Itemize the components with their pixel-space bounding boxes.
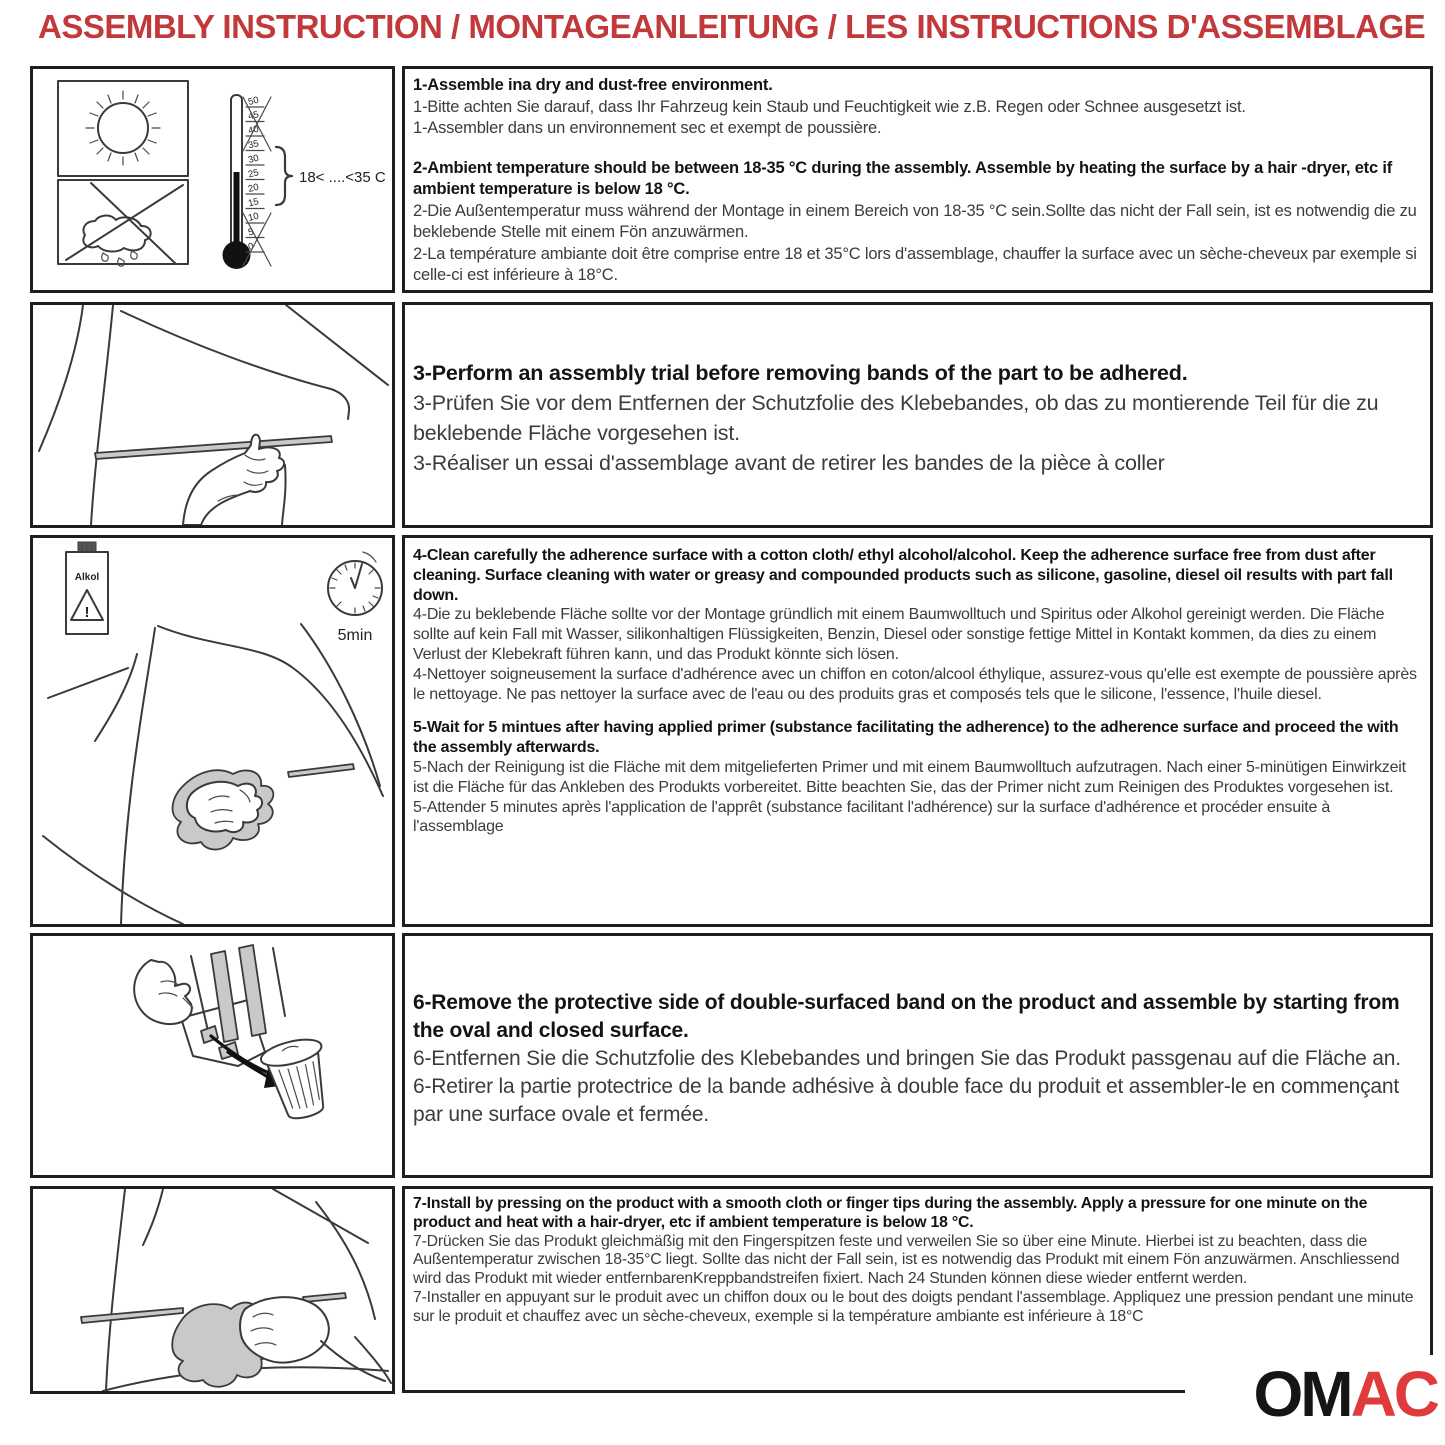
warning-triangle-icon <box>71 590 103 621</box>
scale-label: 35 <box>247 138 260 152</box>
trim-strip <box>95 436 332 459</box>
clean-drawing <box>33 538 392 924</box>
instruction-paragraph: 1-Assembler dans un environnement sec et exempt de poussière. <box>413 119 882 137</box>
svg-text:!: ! <box>84 604 90 621</box>
instruction-paragraph: 4-Clean carefully the adherence surface with a cotton cloth/ ethyl alcohol/alcohol. Keep the adherence surface free from dust after cleaning. Surface cleaning with water or greasy and compounded products such as silicone, gasoline, diesel oil results with part fall down. <box>413 547 1393 604</box>
scale-label: 15 <box>247 196 260 210</box>
illustration-clean <box>30 535 395 927</box>
page-title: ASSEMBLY INSTRUCTION / MONTAGEANLEITUNG / LES INSTRUCTIONS D'ASSEMBLAGE <box>38 8 1426 45</box>
instruction-paragraph: 7-Installer en appuyant sur le produit avec un chiffon doux ou le bout des doigts pendant l'assemblage. Appliquez une pression pendant une minute sur le produit et chauffez avec un sèche-cheveux, exemple si la température ambiante est inférieure à 18°C <box>413 1288 1414 1325</box>
instruction-paragraph: 6-Retirer la partie protectrice de la bande adhésive à double face du produit et assembler-le en commençant par une surface ovale et fermée. <box>413 1074 1400 1126</box>
trial-drawing <box>33 305 392 525</box>
instruction-paragraph: 4-Die zu beklebende Fläche sollte vor der Montage gründlich mit einem Baumwolltuch und Spiritus oder Alkohol gereinigt werden. Die Fläche sollte auf kein Fall mit Wasser, silikonhaltigen Flüssigkeiten, Benzin, Diesel oder sonstige fettige Mittel in Kontakt kommen, da dies zu einem Verlust der Klebekraft führen kann, und das Produkt könnte sich lösen. <box>413 606 1385 663</box>
environment-drawing <box>33 69 392 290</box>
instruction-paragraph: 5-Nach der Reinigung ist die Fläche mit dem mitgelieferten Primer und mit einem Baumwolltuch aufzutragen. Nach einer 5-minütigen Einwirkzeit ist die Fläche für das Ankleben des Produkts vorbereitet. Bitte beachten Sie, das der Primer nicht zum Reinigen des Produktes vorgesehen ist. <box>413 758 1406 796</box>
instruction-paragraph: 3-Prüfen Sie vor dem Entfernen der Schutzfolie des Klebebandes, ob das zu montierende Teil für die zu beklebende Fläche vorgesehen ist. <box>413 391 1379 445</box>
instruction-paragraph: 3-Perform an assembly trial before removing bands of the part to be adhered. <box>413 361 1188 385</box>
instruction-paragraph: 2-La température ambiante doit être comprise entre 18 et 35°C lors d'assemblage, chauffer la surface avec un sèche-cheveux par exemple si celle-ci est inférieure à 18°C. <box>413 244 1417 284</box>
scale-label: 25 <box>247 167 260 181</box>
hand-icon <box>134 960 193 1024</box>
illustration-peel <box>30 933 395 1178</box>
clock-icon <box>328 552 382 644</box>
thermometer-icon <box>223 95 386 269</box>
instruction-paragraph: 1-Assemble ina dry and dust-free environment. <box>413 76 773 94</box>
illustration-environment <box>30 66 395 293</box>
temperature-range-label: 18< ....<35 C <box>299 169 386 186</box>
illustration-press <box>30 1186 395 1394</box>
instruction-paragraph: 6-Remove the protective side of double-surfaced band on the product and assemble by starting from the oval and closed surface. <box>413 990 1400 1042</box>
cloth-hand-icon <box>172 1297 385 1387</box>
instruction-paragraph: 7-Install by pressing on the product with a smooth cloth or finger tips during the assembly. Apply a pressure for one minute on the product and heat with a hair-dryer, etc if ambient temperature is below 18 °C. <box>413 1195 1368 1231</box>
instruction-paragraph: 2-Ambient temperature should be between 18-35 °C during the assembly. Assemble by heating the surface by a hair -dryer, etc if ambient temperature is below 18 °C. <box>413 158 1393 198</box>
instruction-paragraph: 5-Wait for 5 mintues after having applied primer (substance facilitating the adherence) to the adherence surface and proceed the with the assembly afterwards. <box>413 719 1399 757</box>
instruction-paragraph: 1-Bitte achten Sie darauf, dass Ihr Fahrzeug kein Staub und Feuchtigkeit wie z.B. Regen oder Schnee ausgesetzt ist. <box>413 97 1246 116</box>
cloth-hand-icon <box>173 770 274 849</box>
instruction-paragraph: 7-Drücken Sie das Produkt gleichmäßig mit den Fingerspitzen feste und verweilen Sie so über eine Minute. Hierbei ist zu beachten, dass die Außentemperatur zwischen 18-35°C liegt. Sollte das nicht der Fall sein, ist es notwendig das Produkt mit einem Fön anzuwärmen. Anschliessend wird das Produkt mit wieder entfernbarenKreppbandstreifen fixiert. Nach 24 Stunden können diese wieder entfernt werden. <box>413 1232 1400 1288</box>
section-3-text <box>402 535 1433 927</box>
section-4-text <box>402 933 1433 1178</box>
scale-label: 30 <box>247 152 260 166</box>
scale-label: 20 <box>247 181 260 195</box>
section-2-text <box>402 302 1433 528</box>
scale-label: 40 <box>247 123 260 137</box>
instruction-paragraph: 4-Nettoyer soigneusement la surface d'adhérence avec un chiffon en coton/alcool éthylique, assurez-vous qu'elle est exempte de poussière après le nettoyage. Ne pas nettoyer la surface avec de l'eau ou des produits gras et composés tels que le silicone, l'essence, l'huile diesel. <box>413 665 1417 703</box>
trim-strip <box>288 764 354 777</box>
sun-icon <box>58 81 188 176</box>
omac-logo <box>1185 1355 1437 1433</box>
scale-label: 50 <box>247 94 260 108</box>
logo-text-red: AC <box>1350 1358 1437 1430</box>
instruction-paragraph: 2-Die Außentemperatur muss während der Montage in einem Bereich von 18-35 °C sein.Sollte das nicht der Fall sein, ist es notwendig die zu beklebende Stelle mit einem Fön anzuwärmen. <box>413 201 1417 241</box>
no-rain-icon <box>58 180 188 266</box>
bottle-label: Alkol <box>74 572 100 583</box>
press-drawing <box>33 1189 392 1391</box>
scale-label: 10 <box>247 210 260 224</box>
trim-strip <box>303 1293 346 1302</box>
instruction-paragraph: 5-Attender 5 minutes après l'application de l'apprêt (substance facilitant l'adhérence) sur la surface d'adhérence et procéder ensuite à l'assemblage <box>413 798 1331 836</box>
scale-label: 0 <box>247 240 255 253</box>
brace <box>276 147 292 205</box>
alcohol-bottle-icon <box>66 542 108 634</box>
wait-time-label: 5min <box>337 627 373 644</box>
logo-text-black: OM <box>1253 1358 1351 1430</box>
adhesive-band <box>239 945 266 1036</box>
section-1-text <box>402 66 1433 293</box>
trim-strip <box>81 1308 183 1323</box>
scale-label: 45 <box>247 109 260 123</box>
peel-drawing <box>33 936 392 1175</box>
instruction-paragraph: 6-Entfernen Sie die Schutzfolie des Klebebandes und bringen Sie das Produkt passgenau auf die Fläche an. <box>413 1046 1401 1070</box>
instruction-paragraph: 3-Réaliser un essai d'assemblage avant de retirer les bandes de la pièce à coller <box>413 451 1165 475</box>
illustration-trial <box>30 302 395 528</box>
scale-label: 5 <box>247 226 255 239</box>
